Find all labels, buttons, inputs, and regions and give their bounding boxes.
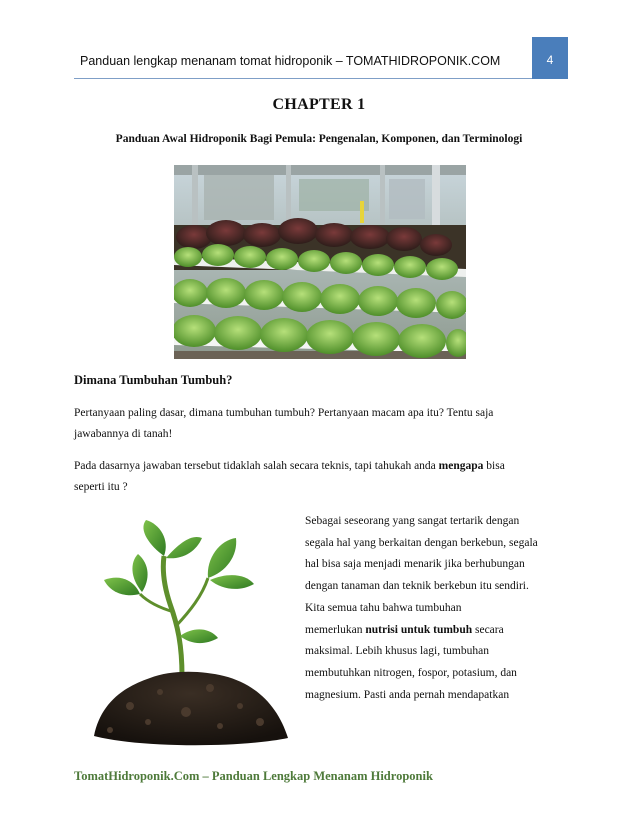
chapter-title: CHAPTER 1 bbox=[272, 96, 366, 113]
side-line: segala hal yang berkaitan dengan berkebun, segala bbox=[305, 536, 538, 549]
page-footer: TomatHidroponik.Com – Panduan Lengkap Menanam Hidroponik bbox=[74, 769, 433, 783]
side-line: Kita semua tahu bahwa tumbuhan bbox=[305, 601, 462, 614]
hydroponic-greenhouse-image bbox=[174, 165, 466, 359]
paragraph-2-text-a: Pada dasarnya jawaban tersebut tidaklah salah secara teknis, tapi tahukah anda bbox=[74, 460, 439, 472]
side-line: maksimal. Lebih khusus lagi, tumbuhan bbox=[305, 645, 489, 658]
paragraph-2-line-2: seperti itu ? bbox=[74, 481, 128, 493]
side-line: hal bisa saja menjadi menarik jika berhubungan bbox=[305, 558, 525, 571]
side-paragraph bbox=[305, 511, 567, 706]
paragraph-2-emphasis: mengapa bbox=[438, 460, 484, 472]
side-line-emphasis bbox=[305, 620, 567, 642]
side-line: membutuhkan nitrogen, fospor, potasium, dan bbox=[305, 666, 517, 679]
page-header bbox=[74, 37, 568, 79]
section-heading: Dimana Tumbuhan Tumbuh? bbox=[74, 373, 233, 387]
side-line-text-a: memerlukan bbox=[305, 623, 366, 636]
side-line: magnesium. Pasti anda pernah mendapatkan bbox=[305, 688, 510, 701]
nutrient-emphasis: nutrisi untuk tumbuh bbox=[365, 623, 473, 636]
page-number-badge: 4 bbox=[532, 37, 568, 79]
paragraph-2 bbox=[74, 456, 564, 498]
side-line-text-b: secara bbox=[472, 623, 504, 636]
paragraph-1-line-2: jawabannya di tanah! bbox=[74, 428, 173, 440]
side-line: Sebagai seseorang yang sangat tertarik dengan bbox=[305, 515, 520, 527]
paragraph-1 bbox=[74, 403, 564, 445]
sprout-in-soil-image bbox=[90, 516, 292, 746]
paragraph-2-text-b: bisa bbox=[483, 460, 505, 472]
paragraph-1-line-1: Pertanyaan paling dasar, dimana tumbuhan tumbuh? Pertanyaan macam apa itu? Tentu saja bbox=[74, 407, 494, 419]
header-title: Panduan lengkap menanam tomat hidroponik – TOMATHIDROPONIK.COM bbox=[80, 54, 501, 68]
side-line: dengan tanaman dan teknik berkebun itu sendiri. bbox=[305, 580, 529, 593]
chapter-subtitle: Panduan Awal Hidroponik Bagi Pemula: Pengenalan, Komponen, dan Terminologi bbox=[115, 133, 523, 145]
